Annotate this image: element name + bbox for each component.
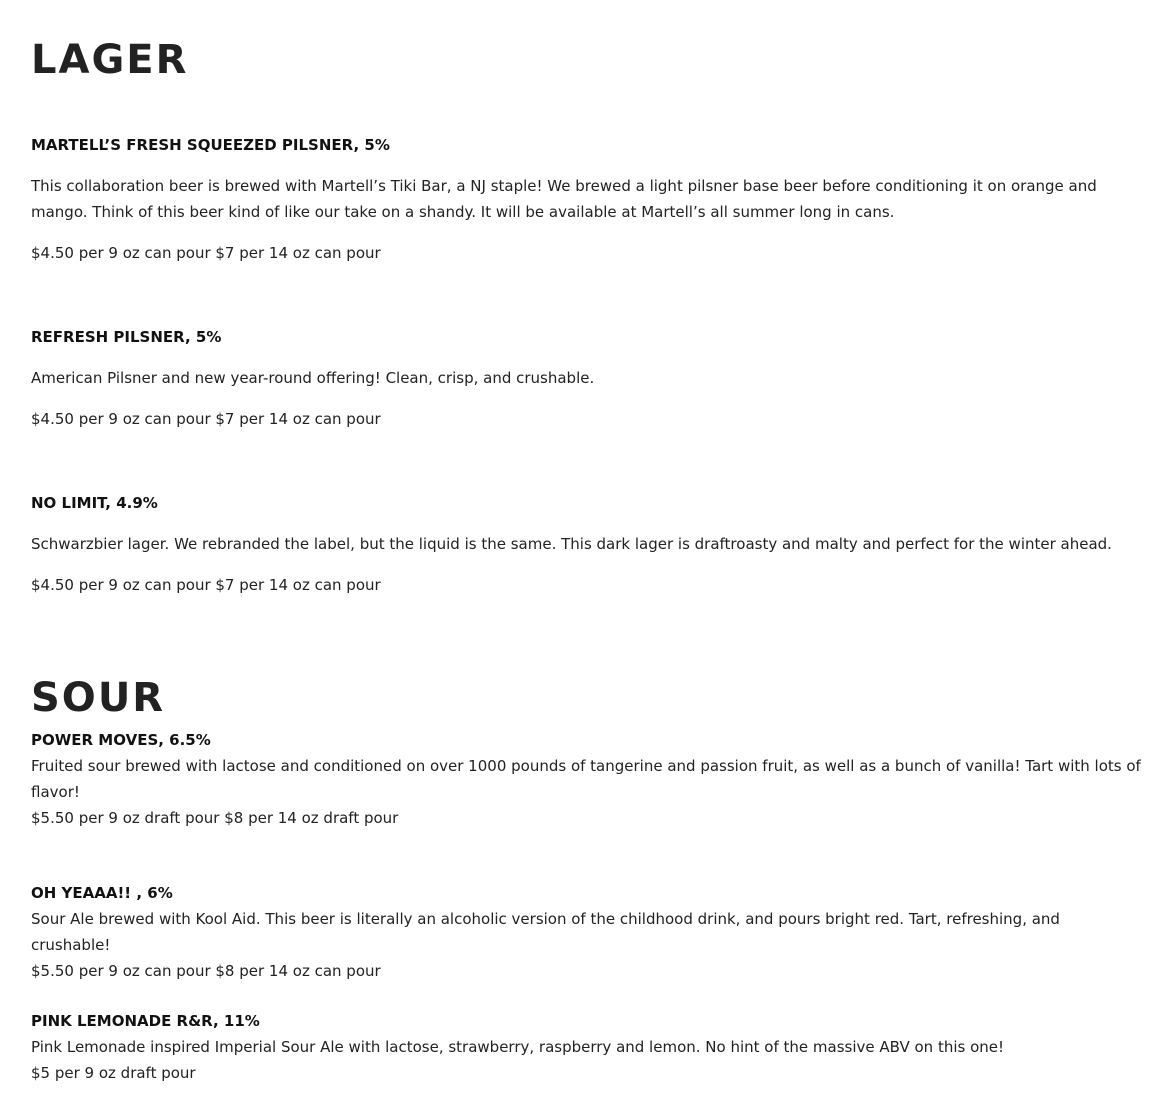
beer-description: American Pilsner and new year-round offering! Clean, crisp, and crushable. (31, 369, 595, 387)
menu-item (31, 880, 1141, 984)
beer-description: Sour Ale brewed with Kool Aid. This beer is literally an alcoholic version of the childhood drink, and pours bright red. Tart, refreshing, and crushable! (31, 910, 1060, 954)
beer-description: Schwarzbier lager. We rebranded the label, but the liquid is the same. This dark lager is draftroasty and malty and perfect for the winter ahead. (31, 535, 1112, 553)
beer-price: $4.50 per 9 oz can pour $7 per 14 oz can pour (31, 244, 381, 262)
menu-item (31, 490, 1141, 598)
beer-description: Fruited sour brewed with lactose and conditioned on over 1000 pounds of tangerine and passion fruit, as well as a bunch of vanilla! Tart with lots of flavor! (31, 757, 1141, 801)
menu-item (31, 324, 1141, 432)
beer-name: POWER MOVES, 6.5% (31, 731, 211, 749)
beer-name: NO LIMIT, 4.9% (31, 494, 158, 512)
section-title-sour: SOUR (31, 675, 166, 721)
beer-description: Pink Lemonade inspired Imperial Sour Ale with lactose, strawberry, raspberry and lemon. No hint of the massive ABV on this one! (31, 1038, 1005, 1056)
beer-name: MARTELL’S FRESH SQUEEZED PILSNER, 5% (31, 136, 390, 154)
beer-name: PINK LEMONADE R&R, 11% (31, 1012, 260, 1030)
beer-price: $5.50 per 9 oz draft pour $8 per 14 oz draft pour (31, 809, 399, 827)
section-title-lager: LAGER (31, 37, 189, 83)
beer-price: $4.50 per 9 oz can pour $7 per 14 oz can pour (31, 576, 381, 594)
beer-name: OH YEAAA!! , 6% (31, 884, 173, 902)
menu-item (31, 132, 1141, 266)
beer-price: $5 per 9 oz draft pour (31, 1064, 196, 1082)
beer-price: $5.50 per 9 oz can pour $8 per 14 oz can pour (31, 962, 381, 980)
menu-item (31, 727, 1141, 831)
menu-item (31, 1008, 1141, 1086)
beer-name: REFRESH PILSNER, 5% (31, 328, 222, 346)
beer-price: $4.50 per 9 oz can pour $7 per 14 oz can pour (31, 410, 381, 428)
beer-description: This collaboration beer is brewed with Martell’s Tiki Bar, a NJ staple! We brewed a light pilsner base beer before conditioning it on orange and mango. Think of this beer kind of like our take on a shandy. It will be available at Martell’s all summer long in cans. (31, 177, 1097, 221)
